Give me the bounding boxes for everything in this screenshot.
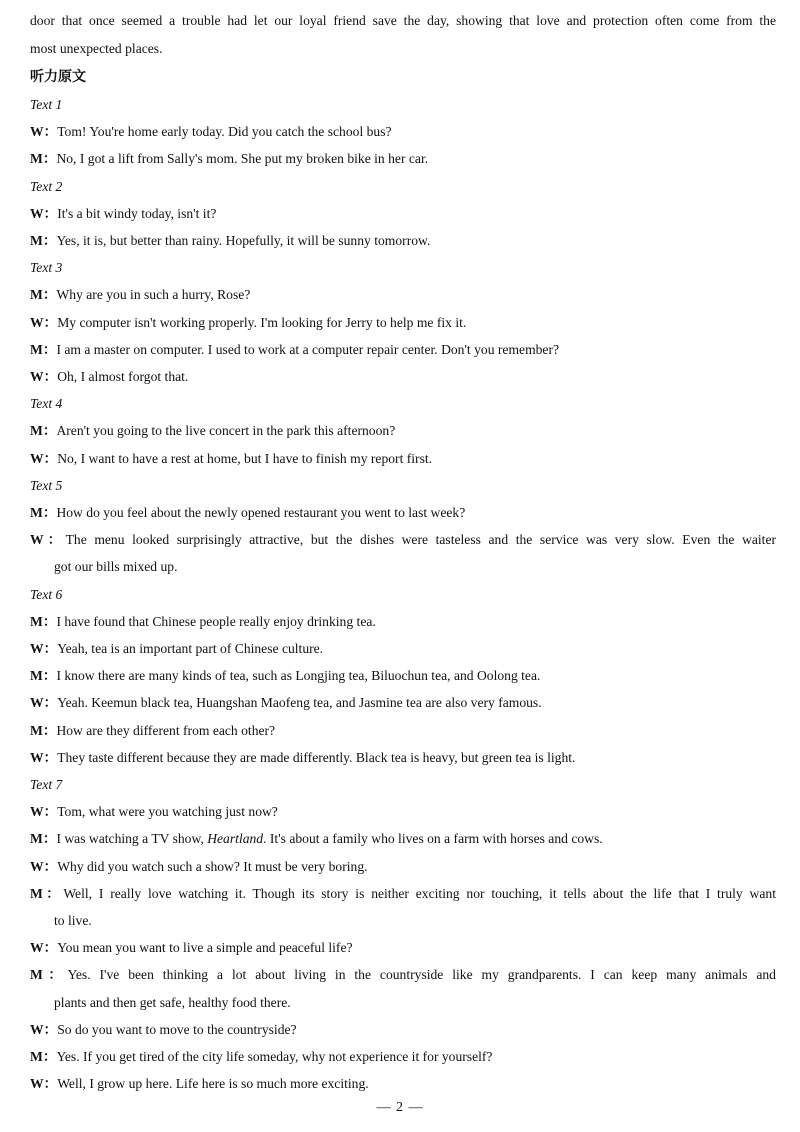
dialogue-line [30, 504, 776, 522]
page-number: — 2 — [376, 1100, 424, 1115]
dialogue-line [30, 422, 776, 440]
dialogue-text: So do you want to move to the countryside? [57, 1021, 297, 1037]
dialogue-line [30, 694, 776, 712]
dialogue-line [30, 640, 776, 658]
dialogue-text: Well, I really love watching it. Though its story is neither exciting nor touching, it tells about the life that I truly want [63, 885, 776, 901]
dialogue-line [30, 314, 776, 332]
speaker-label: M： [30, 233, 57, 248]
dialogue-line [30, 531, 776, 549]
dialogue-text: Well, I grow up here. Life here is so much more exciting. [57, 1076, 369, 1092]
speaker-label: M： [30, 831, 57, 847]
text-label: Text 1 [30, 97, 63, 112]
dialogue-line [30, 1048, 776, 1066]
speaker-label: M： [30, 722, 57, 738]
speaker-label: W： [30, 695, 58, 711]
dialogue-text: Yeah, tea is an important part of Chinese culture. [57, 641, 324, 656]
text-label: Text 2 [30, 178, 63, 194]
dialogue-text: Yes, it is, but better than rainy. Hopefully, it will be sunny tomorrow. [56, 233, 431, 248]
dialogue-line [30, 858, 776, 876]
show-title: Heartland [207, 831, 264, 847]
speaker-label: W： [30, 450, 58, 466]
speaker-label: M： [30, 668, 57, 684]
dialogue-line [30, 939, 776, 957]
speaker-label: W： [30, 124, 58, 140]
dialogue-text: Tom, what were you watching just now? [57, 804, 278, 820]
speaker-label: W： [30, 532, 66, 548]
dialogue-line [30, 749, 776, 767]
dialogue-text: My computer isn't working properly. I'm looking for Jerry to help me fix it. [57, 314, 467, 330]
dialogue-line [30, 1021, 776, 1039]
dialogue-continuation: got our bills mixed up. [54, 559, 178, 575]
dialogue-text-after: . It's about a family who lives on a farm with horses and cows. [263, 831, 603, 847]
dialogue-continuation: plants and then get safe, healthy food there. [54, 994, 291, 1010]
dialogue-text: You mean you want to live a simple and peaceful life? [57, 940, 353, 956]
dialogue-text: I am a master on computer. I used to work at a computer repair center. Don't you remember? [56, 341, 560, 357]
dialogue-text: Yeah. Keemun black tea, Huangshan Maofeng tea, and Jasmine tea are also very famous. [57, 695, 542, 711]
dialogue-line [30, 341, 776, 359]
speaker-label: M： [30, 151, 57, 167]
dialogue-text: The menu looked surprisingly attractive, but the dishes were tasteless and the service was very slow. Even the waiter [65, 532, 777, 548]
dialogue-text: How do you feel about the newly opened restaurant you went to last week? [56, 505, 466, 520]
dialogue-line [30, 830, 776, 848]
dialogue-text: Why are you in such a hurry, Rose? [56, 287, 251, 303]
dialogue-text: Yes. I've been thinking a lot about living in the countryside like my grandparents. I can keep many animals and [67, 967, 776, 983]
speaker-label: W： [30, 804, 58, 820]
dialogue-text: Tom! You're home early today. Did you catch the school bus? [57, 124, 392, 140]
dialogue-line [30, 205, 776, 223]
dialogue-text: Yes. If you get tired of the city life someday, why not experience it for yourself? [56, 1049, 493, 1064]
dialogue-text: They taste different because they are made differently. Black tea is heavy, but green tea is light. [57, 749, 576, 765]
dialogue-text: I have found that Chinese people really enjoy drinking tea. [56, 613, 376, 629]
dialogue-line [30, 722, 776, 740]
dialogue-line [30, 150, 776, 168]
text-label: Text 3 [30, 260, 63, 276]
dialogue-line [30, 1075, 776, 1093]
dialogue-line [30, 286, 776, 304]
dialogue-line [30, 803, 776, 821]
speaker-label: W： [30, 205, 58, 221]
dialogue-line [30, 613, 776, 631]
dialogue-text: No, I want to have a rest at home, but I have to finish my report first. [57, 450, 433, 466]
dialogue-line [30, 123, 776, 141]
speaker-label: M： [30, 423, 57, 439]
dialogue-text: I was watching a TV show, [56, 831, 208, 847]
speaker-label: M： [30, 613, 57, 629]
speaker-label: W： [30, 1021, 58, 1037]
dialogue-text: Why did you watch such a show? It must be very boring. [57, 858, 368, 874]
speaker-label: W： [30, 940, 58, 956]
dialogue-text: I know there are many kinds of tea, such as Longjing tea, Biluochun tea, and Oolong tea. [56, 668, 541, 684]
section-title: 听力原文 [30, 69, 86, 85]
dialogue-text: It's a bit windy today, isn't it? [57, 205, 217, 221]
dialogue-line [30, 885, 776, 903]
text-label: Text 6 [30, 586, 63, 602]
speaker-label: W： [30, 749, 58, 765]
dialogue-line [30, 232, 776, 250]
dialogue-text: No, I got a lift from Sally's mom. She put my broken bike in her car. [56, 151, 429, 167]
speaker-label: W： [30, 1076, 58, 1092]
dialogue-text: Oh, I almost forgot that. [57, 369, 189, 384]
speaker-label: W： [30, 314, 58, 330]
dialogue-text: How are they different from each other? [56, 722, 276, 738]
dialogue-text: Aren't you going to the live concert in the park this afternoon? [56, 423, 396, 439]
speaker-label: W： [30, 858, 58, 874]
dialogue-line [30, 450, 776, 468]
speaker-label: M： [30, 885, 64, 901]
text-label: Text 4 [30, 396, 63, 412]
speaker-label: W： [30, 641, 58, 656]
text-label: Text 5 [30, 477, 63, 493]
speaker-label: M： [30, 1049, 57, 1064]
intro-line-2: most unexpected places. [30, 41, 163, 56]
intro-line-1: door that once seemed a trouble had let our loyal friend save the day, showing that love and protection often come from the [30, 13, 776, 28]
dialogue-line [30, 667, 776, 685]
speaker-label: M： [30, 505, 57, 520]
speaker-label: M： [30, 967, 68, 983]
dialogue-line [30, 966, 776, 984]
speaker-label: M： [30, 287, 57, 303]
speaker-label: M： [30, 341, 57, 357]
text-label: Text 7 [30, 777, 63, 792]
speaker-label: W： [30, 369, 58, 384]
dialogue-continuation: to live. [54, 913, 92, 928]
dialogue-line [30, 368, 776, 386]
